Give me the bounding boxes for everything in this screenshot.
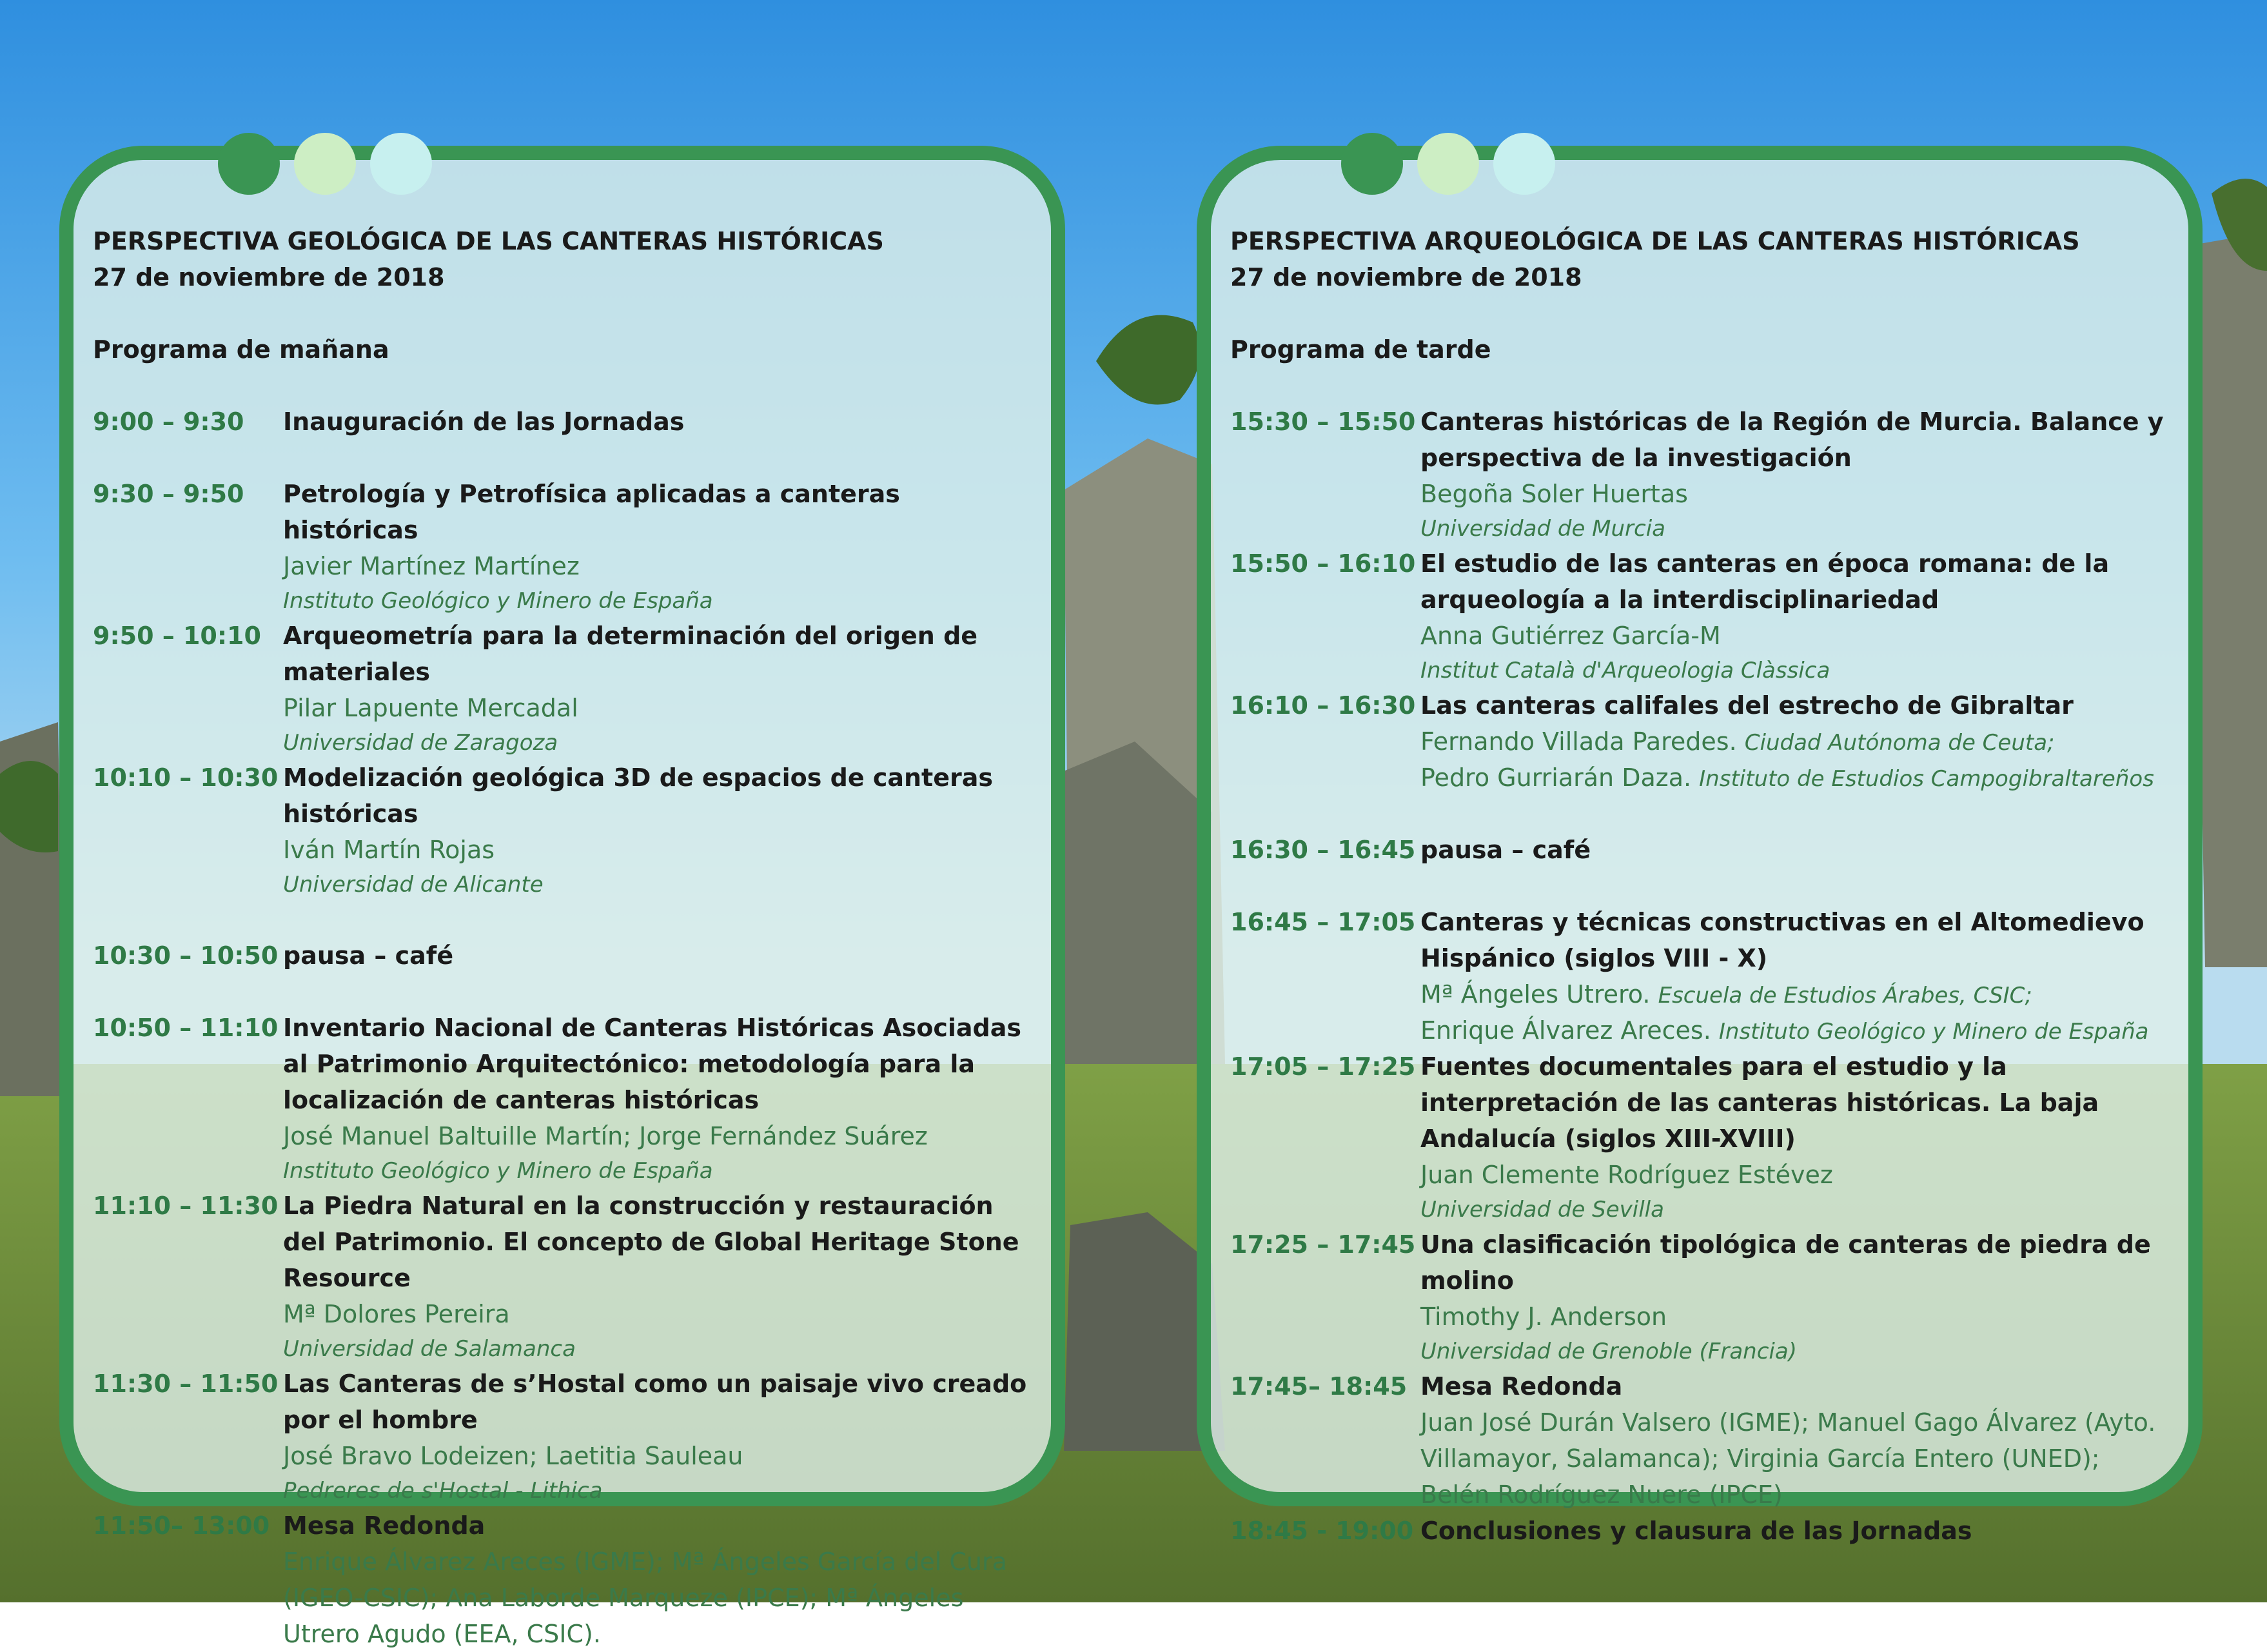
light-green-dot <box>294 133 356 195</box>
session-title: Una clasificación tipológica de canteras de piedra de molino <box>1420 1230 2151 1295</box>
session-item <box>1230 904 2169 1048</box>
speaker-institution: Escuela de Estudios Árabes, CSIC; <box>1658 983 2032 1008</box>
session-speaker-line <box>1420 723 2169 760</box>
session-title: Modelización geológica 3D de espacios de canteras históricas <box>283 763 993 828</box>
session-time: 15:50 – 16:10 <box>1230 549 1416 578</box>
speaker-name: Fernando Villada Paredes. <box>1420 727 1737 756</box>
morning-program-panel <box>59 146 1065 1648</box>
session-time: 10:30 – 10:50 <box>93 941 279 970</box>
session-item <box>93 1508 1032 1652</box>
session-time: 18:45 - 19:00 <box>1230 1517 1414 1545</box>
session-list <box>1230 404 2169 1549</box>
session-time: 11:30 – 11:50 <box>93 1370 279 1398</box>
session-speaker: Pilar Lapuente Mercadal <box>283 694 578 722</box>
session-institution: Universidad de Murcia <box>1420 516 1666 542</box>
session-title: Inventario Nacional de Canteras Históricas Asociadas al Patrimonio Arquitectónico: metodología para la localización de canteras históricas <box>283 1014 1021 1114</box>
light-green-dot <box>1417 133 1479 195</box>
session-title: pausa – café <box>1420 836 1591 864</box>
session-speaker: Anna Gutiérrez García-M <box>1420 622 1721 650</box>
session-title: pausa – café <box>283 941 454 970</box>
session-time: 11:10 – 11:30 <box>93 1192 279 1220</box>
speaker-institution: Instituto de Estudios Campogibraltareños <box>1699 766 2154 792</box>
session-time: 16:30 – 16:45 <box>1230 836 1416 864</box>
speaker-institution: Ciudad Autónoma de Ceuta; <box>1744 730 2055 756</box>
session-title: La Piedra Natural en la construcción y restauración del Patrimonio. El concepto de Global Heritage Stone Resource <box>283 1192 1019 1292</box>
session-speaker: Mª Dolores Pereira <box>283 1300 510 1328</box>
session-item <box>93 760 1032 901</box>
session-institution: Instituto Geológico y Minero de España <box>283 588 713 614</box>
speaker-name: Mª Ángeles Utrero. <box>1420 980 1651 1008</box>
session-title: Canteras históricas de la Región de Murcia. Balance y perspectiva de la investigación <box>1420 408 2164 472</box>
session-speaker: José Manuel Baltuille Martín; Jorge Fernández Suárez <box>283 1122 928 1150</box>
session-time: 15:30 – 15:50 <box>1230 408 1416 436</box>
session-item <box>1230 546 2169 687</box>
session-item <box>1230 404 2169 546</box>
panel-title: PERSPECTIVA ARQUEOLÓGICA DE LAS CANTERAS HISTÓRICAS <box>1230 227 2080 255</box>
session-title: Mesa Redonda <box>283 1511 486 1540</box>
speaker-name: Pedro Gurriarán Daza. <box>1420 763 1692 792</box>
session-institution: Universidad de Salamanca <box>283 1336 576 1362</box>
session-time: 16:10 – 16:30 <box>1230 691 1416 720</box>
session-institution: Universidad de Sevilla <box>1420 1197 1664 1223</box>
panel-title: PERSPECTIVA GEOLÓGICA DE LAS CANTERAS HISTÓRICAS <box>93 227 884 255</box>
session-item <box>93 404 1032 440</box>
dark-green-dot <box>1341 133 1403 195</box>
session-item <box>93 476 1032 618</box>
session-speaker: Timothy J. Anderson <box>1420 1303 1667 1331</box>
session-institution: Pedreres de s'Hostal - Lithica <box>283 1478 603 1504</box>
session-item <box>93 1188 1032 1366</box>
session-institution: Universidad de Grenoble (Francia) <box>1420 1339 1797 1364</box>
session-title: Arqueometría para la determinación del origen de materiales <box>283 622 978 686</box>
session-item <box>1230 687 2169 796</box>
session-institution: Universidad de Alicante <box>283 872 544 898</box>
session-item <box>93 618 1032 760</box>
panel-date: 27 de noviembre de 2018 <box>1230 263 1582 291</box>
session-time: 10:50 – 11:10 <box>93 1014 279 1042</box>
speaker-name: Enrique Álvarez Areces. <box>1420 1016 1711 1045</box>
session-time: 9:50 – 10:10 <box>93 622 261 650</box>
session-item <box>93 1010 1032 1188</box>
program-heading: Programa de tarde <box>1230 335 1491 364</box>
session-time: 17:45– 18:45 <box>1230 1372 1408 1401</box>
light-cyan-dot <box>1493 133 1555 195</box>
dark-green-dot <box>218 133 280 195</box>
session-time: 17:25 – 17:45 <box>1230 1230 1416 1259</box>
session-title: Petrología y Petrofísica aplicadas a canteras históricas <box>283 480 900 544</box>
session-time: 9:30 – 9:50 <box>93 480 244 508</box>
session-title: Las canteras califales del estrecho de Gibraltar <box>1420 691 2074 720</box>
session-time: 9:00 – 9:30 <box>93 408 244 436</box>
session-item <box>93 1366 1032 1508</box>
session-speaker: Juan José Durán Valsero (IGME); Manuel Gago Álvarez (Ayto. Villamayor, Salamanca); Virginia García Entero (UNED); Belén Rodríguez Nuere (IPCE) <box>1420 1408 2156 1509</box>
session-title: Canteras y técnicas constructivas en el Altomedievo Hispánico (siglos VIII - X) <box>1420 908 2144 972</box>
session-speaker: Iván Martín Rojas <box>283 836 495 864</box>
speaker-institution: Instituto Geológico y Minero de España <box>1718 1019 2149 1045</box>
session-item <box>1230 832 2169 868</box>
session-title: Conclusiones y clausura de las Jornadas <box>1420 1517 1972 1545</box>
session-institution: Institut Català d'Arqueologia Clàssica <box>1420 658 1830 683</box>
session-item <box>1230 1226 2169 1368</box>
afternoon-program-panel <box>1197 146 2203 1545</box>
session-item <box>1230 1048 2169 1226</box>
session-time: 16:45 – 17:05 <box>1230 908 1416 936</box>
session-institution: Universidad de Zaragoza <box>283 730 558 756</box>
session-speaker: Javier Martínez Martínez <box>283 552 580 580</box>
session-title: Las Canteras de s’Hostal como un paisaje vivo creado por el hombre <box>283 1370 1027 1434</box>
session-speaker-line <box>1420 760 2169 796</box>
session-item <box>1230 1368 2169 1513</box>
session-item <box>93 938 1032 974</box>
session-speaker: Enrique Álvarez Areces (IGME); Mª Ángeles García del Cura (IGEO-CSIC); Ana Laborde Marqueze (IPCE); Mª Ángeles Utrero Agudo (EEA, CSIC). <box>283 1548 1007 1648</box>
session-speaker: Begoña Soler Huertas <box>1420 480 1688 508</box>
session-speaker: Juan Clemente Rodríguez Estévez <box>1420 1161 1833 1189</box>
panel-date: 27 de noviembre de 2018 <box>93 263 445 291</box>
session-title: Inauguración de las Jornadas <box>283 408 685 436</box>
session-speaker: José Bravo Lodeizen; Laetitia Sauleau <box>283 1442 743 1470</box>
session-speaker-line <box>1420 1012 2169 1048</box>
session-institution: Instituto Geológico y Minero de España <box>283 1158 713 1184</box>
session-list <box>93 404 1032 1652</box>
session-time: 17:05 – 17:25 <box>1230 1052 1416 1081</box>
session-title: El estudio de las canteras en época romana: de la arqueología a la interdisciplinariedad <box>1420 549 2110 614</box>
program-heading: Programa de mañana <box>93 335 389 364</box>
session-title: Mesa Redonda <box>1420 1372 1623 1401</box>
session-speaker-line <box>1420 976 2169 1012</box>
session-time: 10:10 – 10:30 <box>93 763 279 792</box>
light-cyan-dot <box>370 133 432 195</box>
session-item <box>1230 1513 2169 1549</box>
session-time: 11:50– 13:00 <box>93 1511 270 1540</box>
session-title: Fuentes documentales para el estudio y la interpretación de las canteras históricas. La baja Andalucía (siglos XIII-XVIII) <box>1420 1052 2099 1153</box>
